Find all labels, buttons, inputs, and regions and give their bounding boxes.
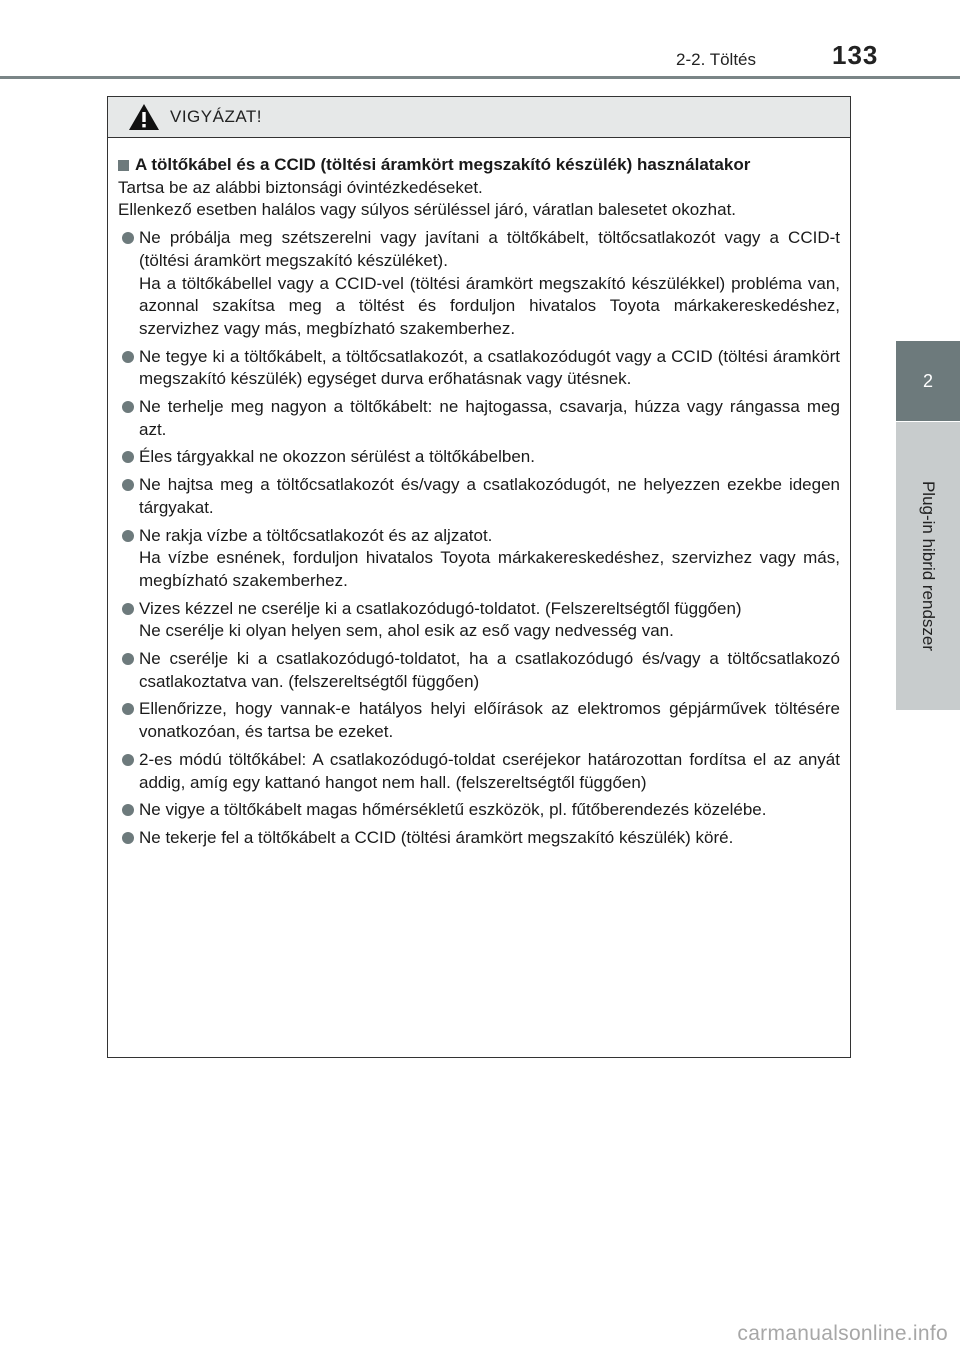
list-item-text (139, 827, 840, 850)
bullet-dot-icon (122, 653, 134, 665)
list-item-paragraph: Ellenőrizze, hogy vannak-e hatályos helyi előírások az elektromos gépjárművek töltésére vonatkozóan, és tartsa be ezeket. (139, 699, 840, 742)
list-item (118, 525, 840, 593)
list-item (118, 346, 840, 391)
bullet-dot-icon (122, 232, 134, 244)
list-item (118, 396, 840, 441)
list-item-paragraph: Ha vízbe esnének, forduljon hivatalos Toyota márkakereskedéshez, szervizhez vagy más, megbízható szakemberhez. (139, 548, 840, 590)
warning-triangle-icon (128, 102, 160, 132)
list-item-paragraph: Ne hajtsa meg a töltőcsatlakozót és/vagy a csatlakozódugót, ne helyezzen ezekbe idegen tárgyakat. (139, 475, 840, 517)
list-item-text (139, 227, 840, 341)
section-heading-text: A töltőkábel és a CCID (töltési áramkört megszakító készülék) használatakor (135, 155, 751, 174)
list-item-paragraph: Ne próbálja meg szétszerelni vagy javítani a töltőkábelt, töltőcsatlakozót vagy a CCID-t (töltési áramkört megszakító készüléket). (139, 228, 840, 270)
list-item-paragraph: Ne cserélje ki a csatlakozódugó-toldatot, ha a csatlakozódugó és/vagy a töltőcsatlakozó csatlakoztatva van. (felszereltségtől függően) (139, 649, 840, 691)
list-item-text (139, 346, 840, 391)
list-item-text (139, 648, 840, 693)
caution-header (108, 97, 850, 138)
square-bullet-icon (118, 160, 129, 171)
list-item (118, 799, 840, 822)
list-item-paragraph: Ne vigye a töltőkábelt magas hőmérsékletű eszközök, pl. fűtőberendezés közelébe. (139, 800, 767, 820)
list-item-paragraph: Ne terhelje meg nagyon a töltőkábelt: ne hajtogassa, csavarja, húzza vagy rángassa meg azt. (139, 397, 840, 439)
caution-title: VIGYÁZAT! (170, 107, 263, 126)
bullet-dot-icon (122, 401, 134, 413)
list-item-text (139, 598, 840, 643)
list-item-paragraph: Ne tegye ki a töltőkábelt, a töltőcsatlakozót, a csatlakozódugót vagy a CCID (töltési áramkört megszakító készülék) egységet durva erőhatásnak vagy ütésnek. (139, 346, 840, 389)
list-item-paragraph: Éles tárgyakkal ne okozzon sérülést a töltőkábelben. (139, 447, 535, 467)
header-divider (0, 76, 960, 79)
bullet-dot-icon (122, 351, 134, 363)
list-item-paragraph: Vizes kézzel ne cserélje ki a csatlakozódugó-toldatot. (Felszereltségtől függően) (139, 598, 742, 618)
section-title: 2-2. Töltés (676, 50, 757, 69)
list-item-text (139, 474, 840, 519)
list-item (118, 446, 840, 469)
bullet-dot-icon (122, 703, 134, 715)
list-item-paragraph: 2-es módú töltőkábel: A csatlakozódugó-toldat cseréjekor határozottan fordítsa el az anyát addig, amíg egy kattanó hangot nem hall. (felszereltségtől függően) (139, 749, 840, 792)
list-item-paragraph: Ne tekerje fel a töltőkábelt a CCID (töltési áramkört megszakító készülék) köré. (139, 827, 734, 847)
caution-list (118, 227, 840, 850)
caution-box (107, 96, 851, 1058)
intro-line: Tartsa be az alábbi biztonsági óvintézkedéseket. (118, 177, 483, 197)
list-item (118, 698, 840, 743)
bullet-dot-icon (122, 754, 134, 766)
list-item (118, 749, 840, 794)
list-item-text (139, 698, 840, 743)
section-heading (118, 154, 840, 177)
list-item-text (139, 396, 840, 441)
list-item-text (139, 446, 840, 469)
bullet-dot-icon (122, 451, 134, 463)
chapter-tab-label: Plug-in hibrid rendszer (919, 480, 938, 652)
list-item-text (139, 749, 840, 794)
intro-line: Ellenkező esetben halálos vagy súlyos sérüléssel járó, váratlan balesetet okozhat. (118, 200, 737, 220)
chapter-tab-number: 2 (896, 341, 960, 421)
list-item-paragraph: Ne cserélje ki olyan helyen sem, ahol esik az eső vagy nedvesség van. (139, 621, 674, 641)
list-item (118, 474, 840, 519)
bullet-dot-icon (122, 832, 134, 844)
list-item (118, 598, 840, 643)
bullet-dot-icon (122, 479, 134, 491)
list-item (118, 648, 840, 693)
page-number: 133 (832, 40, 879, 70)
list-item (118, 227, 840, 341)
caution-body (108, 138, 850, 850)
list-item-text (139, 525, 840, 593)
chapter-tab (896, 422, 960, 710)
list-item-paragraph: Ne rakja vízbe a töltőcsatlakozót és az aljzatot. (139, 525, 493, 545)
list-item (118, 827, 840, 850)
list-item-paragraph: Ha a töltőkábellel vagy a CCID-vel (töltési áramkört megszakító készülékkel) probléma van, azonnal szakítsa meg a töltést és forduljon hivatalos Toyota márkakereskedéshez, szervizhez vagy más, megbízható szakemberhez. (139, 273, 840, 338)
bullet-dot-icon (122, 804, 134, 816)
bullet-dot-icon (122, 603, 134, 615)
bullet-dot-icon (122, 530, 134, 542)
watermark: carmanualsonline.info (737, 1322, 948, 1345)
list-item-text (139, 799, 840, 822)
